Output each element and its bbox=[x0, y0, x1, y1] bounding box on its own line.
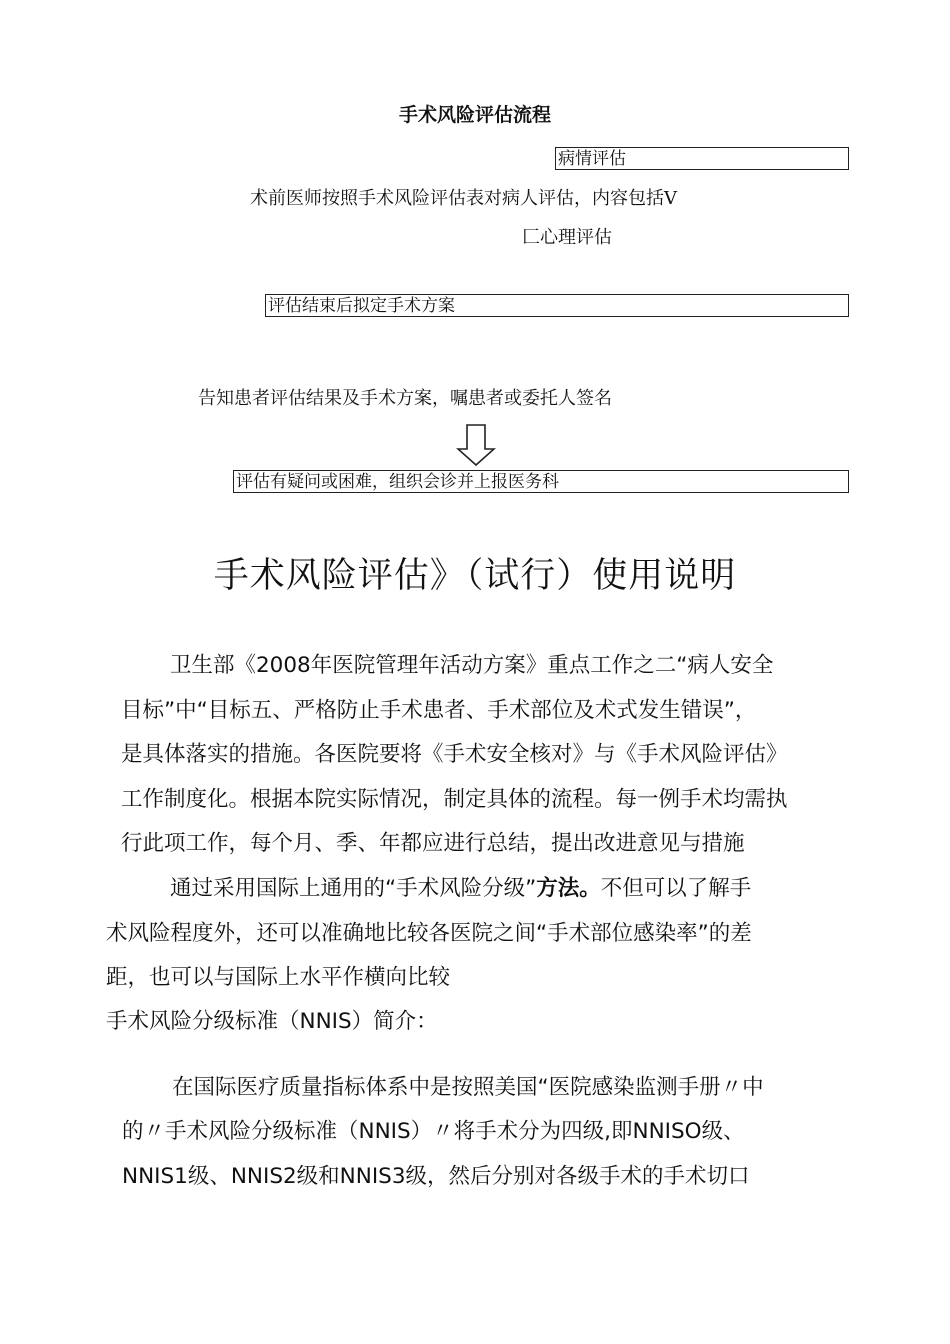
para1-line: 卫生部《2008年医院管理年活动方案》重点工作之二“病人安全 bbox=[170, 653, 774, 678]
para2-line: 距，也可以与国际上水平作横向比较 bbox=[106, 965, 451, 990]
para2-first-line bbox=[170, 866, 751, 911]
pre-op-text: 术前医师按照手术风险评估表对病人评估，内容包括Ⅴ bbox=[250, 188, 677, 209]
para1-line: 行此项工作，每个月、季、年都应进行总结，提出改进意见与措施 bbox=[121, 831, 745, 856]
para2-line: 术风险程度外，还可以准确地比较各医院之间“手术部位感染率”的差 bbox=[106, 921, 752, 946]
para2-start: 通过采用国际上通用的“手术风险分级” bbox=[170, 876, 537, 901]
psych-eval-text: 匚心理评估 bbox=[522, 227, 612, 248]
surgery-plan-box bbox=[265, 294, 849, 317]
para3-line: NNIS1级、NNIS2级和NNIS3级，然后分别对各级手术的手术切口 bbox=[122, 1164, 750, 1189]
para3-line: 的〃手术风险分级标准（NNIS）〃将手术分为四级,即NNISO级、 bbox=[122, 1119, 745, 1144]
condition-eval-box bbox=[555, 147, 849, 170]
down-arrow-icon bbox=[456, 424, 496, 466]
para1-line: 目标”中“目标五、严格防止手术患者、手术部位及术式发生错误”， bbox=[121, 698, 757, 723]
para2-rest: 不但可以了解手 bbox=[600, 876, 752, 901]
consult-label: 评估有疑问或困难，组织会诊并上报医务科 bbox=[236, 472, 559, 492]
consult-box bbox=[233, 470, 849, 493]
condition-eval-label: 病情评估 bbox=[558, 149, 626, 169]
para2-bold: 方法。 bbox=[536, 876, 601, 901]
section-heading: 手术风险分级标准（NNIS）简介： bbox=[106, 1009, 438, 1034]
surgery-plan-label: 评估结束后拟定手术方案 bbox=[268, 296, 455, 316]
flow-title: 手术风险评估流程 bbox=[398, 104, 551, 126]
para3-line: 在国际医疗质量指标体系中是按照美国“医院感染监测手册〃中 bbox=[172, 1075, 764, 1100]
para1-line: 工作制度化。根据本院实际情况，制定具体的流程。每一例手术均需执 bbox=[121, 787, 788, 812]
doc-title: 手术风险评估》（试行）使用说明 bbox=[213, 556, 737, 596]
para1-line: 是具体落实的措施。各医院要将《手术安全核对》与《手术风险评估》 bbox=[121, 742, 788, 767]
inform-text: 告知患者评估结果及手术方案，嘱患者或委托人签名 bbox=[198, 388, 612, 409]
